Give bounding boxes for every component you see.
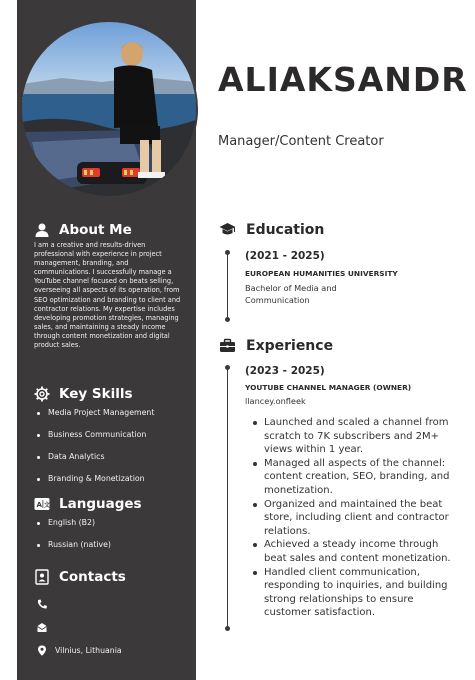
about-heading <box>34 222 132 238</box>
experience-company: llancey.onfleek <box>245 396 306 406</box>
contacts-heading <box>34 569 126 585</box>
experience-bullet: Achieved a steady income through beat sales and content monetization. <box>250 538 462 565</box>
education-institution: EUROPEAN HUMANITIES UNIVERSITY <box>245 269 398 278</box>
user-icon <box>34 222 50 238</box>
experience-bullet: Launched and scaled a channel from scratch to 7K subscribers and 2M+ views within 1 year. <box>250 416 462 457</box>
experience-timeline-line <box>227 367 229 628</box>
location-pin-icon <box>37 645 47 656</box>
skill-item: Branding & Monetization <box>36 474 154 496</box>
candidate-name: ALIAKSANDR <box>218 60 468 99</box>
phone-icon <box>37 599 47 610</box>
languages-heading-label: Languages <box>59 496 142 512</box>
mail-icon <box>37 622 47 633</box>
svg-text:A: A <box>36 501 42 509</box>
gear-icon <box>34 386 50 402</box>
contact-email <box>37 622 55 633</box>
education-heading <box>219 221 324 238</box>
skill-item: Business Communication <box>36 430 154 452</box>
contact-card-icon <box>34 569 50 585</box>
experience-bullet: Handled client communication, responding to inquiries, and building strong relationships to ensure customer satisfaction. <box>250 566 462 620</box>
education-dates: (2021 - 2025) <box>245 250 325 262</box>
education-degree-line2: Communication <box>245 295 310 305</box>
contact-phone <box>37 599 55 610</box>
candidate-role: Manager/Content Creator <box>218 134 384 149</box>
profile-photo <box>20 20 198 198</box>
experience-title: YOUTUBE CHANNEL MANAGER (OWNER) <box>245 383 412 392</box>
skills-heading-label: Key Skills <box>59 386 133 402</box>
experience-timeline-dot-bottom <box>225 626 230 631</box>
contact-location <box>37 645 122 656</box>
about-text: I am a creative and results-driven professional with experience in project management, branding, and communications. I successfully manage a YouTube channel focused on beats selling, overseeing all aspects of its operation, from SEO optimization and branding to client and contractor relations. My expertise includes developing promotion strategies, managing sales, and maintaining a steady income through content monetization and digital product sales. <box>34 241 181 350</box>
briefcase-icon <box>219 337 236 354</box>
experience-bullets <box>250 416 462 620</box>
education-heading-label: Education <box>246 221 325 238</box>
skills-list <box>36 408 154 496</box>
language-item: Russian (native) <box>36 540 111 562</box>
experience-bullet: Organized and maintained the beat store, including client and contractor relations. <box>250 498 462 539</box>
about-heading-label: About Me <box>59 222 132 238</box>
language-item: English (B2) <box>36 518 111 540</box>
experience-timeline-dot-top <box>225 365 230 370</box>
contact-location-value: Vilnius, Lithuania <box>55 646 122 655</box>
graduation-cap-icon <box>219 221 236 238</box>
experience-heading <box>219 337 333 354</box>
skills-heading <box>34 386 133 402</box>
education-timeline-dot-bottom <box>225 317 230 322</box>
translate-icon <box>34 496 50 512</box>
skill-item: Data Analytics <box>36 452 154 474</box>
experience-heading-label: Experience <box>246 337 334 354</box>
contacts-heading-label: Contacts <box>59 569 126 585</box>
languages-heading <box>34 496 142 512</box>
experience-bullet: Managed all aspects of the channel: content creation, SEO, branding, and monetization. <box>250 457 462 498</box>
education-degree-line1: Bachelor of Media and <box>245 283 337 293</box>
experience-dates: (2023 - 2025) <box>245 365 325 377</box>
svg-text:文: 文 <box>44 502 50 509</box>
skill-item: Media Project Management <box>36 408 154 430</box>
education-timeline-line <box>227 252 229 319</box>
languages-list <box>36 518 111 562</box>
education-timeline-dot-top <box>225 250 230 255</box>
